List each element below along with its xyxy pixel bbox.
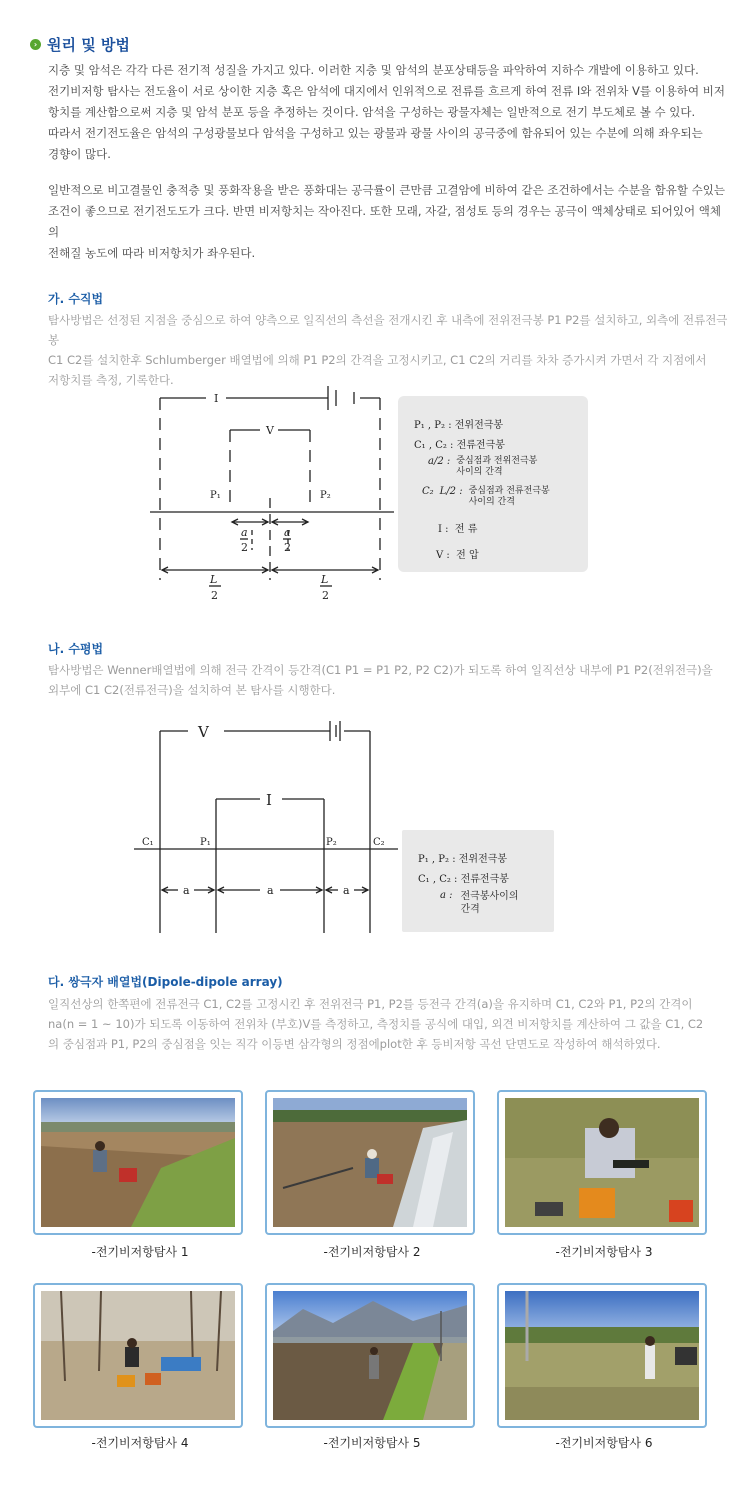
photo-caption-3: -전기비저항탐사 3 xyxy=(555,1245,653,1259)
survey-photo-1-image xyxy=(41,1098,235,1227)
diagram2-a-right: a xyxy=(343,884,350,897)
photo-caption-4: -전기비저항탐사 4 xyxy=(91,1436,189,1450)
photo-survey-2 xyxy=(265,1090,475,1235)
method-horizontal-title: 나. 수평법 xyxy=(48,642,104,656)
intro-paragraph-1: 지층 및 암석은 각각 다른 전기적 성질을 가지고 있다. 이러한 지층 및 암석의 분포상태등을 파악하여 지하수 개발에 이용하고 있다. 전기비저항 탐사는 전도율이 서로 상이한 지층 혹은 암석에 대지에서 인위적으로 전류를 흐르게 하여 전류 I와 전위차 V를 이용하여 비저 항치를 계산함으로써 지층 및 암석 분포 등을 추정하는 것이다. 암석을 구성하는 광물자체는 일반적으로 전기 부도체로 볼 수 있다. 따라서 전기전도율은 암석의 구성광물보다 암석을 구성하고 있는 광물과 광물 사이의 공극중에 함유되어 있는 수분에 의해 좌우되는 경향이 많다. xyxy=(48,63,725,161)
photo-survey-3 xyxy=(497,1090,707,1235)
photo-survey-1 xyxy=(33,1090,243,1235)
legend-row: C₁ , C₂ : 전류전극봉 xyxy=(418,874,509,885)
legend-row: C₂ L/2 : 중심점과 전류전극봉 사이의 간격 xyxy=(422,486,550,507)
diagram1-two-L-left: 2 xyxy=(211,589,218,602)
legend-row: V : 전 압 xyxy=(436,550,479,561)
survey-photo-4-image xyxy=(41,1291,235,1420)
legend-row: P₁ , P₂ : 전위전극봉 xyxy=(414,420,504,431)
diagram1-a-right: a xyxy=(284,526,291,539)
method-vertical-title: 가. 수직법 xyxy=(48,292,104,306)
photo-survey-4 xyxy=(33,1283,243,1428)
diagram1-a-left: a xyxy=(241,526,248,539)
method-vertical-desc: 탐사방법은 선정된 지점을 중심으로 하여 양측으로 일직선의 측선을 전개시킨 후 내측에 전위전극봉 P1 P2를 설치하고, 외측에 전류전극봉 C1 C2를 설치한후 Schlumberger 배열법에 의해 P1 P2의 간격을 고정시키고, C1 C2의 거리를 차차 증가시켜 가면서 각 지점에서 저항치를 측정, 기록한다. xyxy=(48,313,728,387)
legend-row: a : 전극봉사이의 간격 xyxy=(440,890,519,915)
survey-photo-5-image xyxy=(273,1291,467,1420)
diagram1-L-left: L xyxy=(210,573,218,586)
diagram1-two-a-right: 2 xyxy=(284,541,291,554)
wenner-diagram xyxy=(130,715,400,935)
photo-caption-6: -전기비저항탐사 6 xyxy=(555,1436,653,1450)
legend-row: P₁ , P₂ : 전위전극봉 xyxy=(418,854,508,865)
photo-survey-5 xyxy=(265,1283,475,1428)
diagram1-two-L-right: 2 xyxy=(322,589,329,602)
survey-photo-3-image xyxy=(505,1098,699,1227)
legend-row: a/2 : 중심점과 전위전극봉 사이의 간격 xyxy=(428,456,538,477)
survey-photo-2-image xyxy=(273,1098,467,1227)
diagram2-P1-label: P₁ xyxy=(200,837,211,848)
diagram1-legend xyxy=(398,396,588,572)
diagram2-V-label: V xyxy=(198,723,209,741)
diagram2-C2-label: C₂ xyxy=(373,837,385,848)
photo-caption-5: -전기비저항탐사 5 xyxy=(323,1436,421,1450)
method-dipole-desc: 일직선상의 한쪽편에 전류전극 C1, C2를 고정시킨 후 전위전극 P1, P2를 등전극 간격(a)을 유지하며 C1, C2와 P1, P2의 간격이 na(n = 1 ~ 10)가 되도록 이동하여 전위차 (부호)V를 측정하고, 측정치를 공식에 대입, 외견 비저항치를 계산하여 그 값을 C1, C2 의 중심점과 P1, P2의 중심점을 잇는 직각 이등변 삼각형의 정점에plot한 후 등비저항 곡선 단면도로 작성하여 해석하였다. xyxy=(48,997,704,1051)
photo-survey-6 xyxy=(497,1283,707,1428)
section-title xyxy=(30,34,130,55)
photo-caption-2: -전기비저항탐사 2 xyxy=(323,1245,421,1259)
diagram2-a-left: a xyxy=(183,884,190,897)
diagram1-L-right: L xyxy=(321,573,329,586)
diagram2-legend xyxy=(402,830,554,932)
diagram2-P2-label: P₂ xyxy=(326,837,337,848)
method-dipole-title: 다. 쌍극자 배열법(Dipole-dipole array) xyxy=(48,975,283,989)
intro-paragraph-2: 일반적으로 비고결물인 충적층 및 풍화작용을 받은 풍화대는 공극률이 큰만큼 고결암에 비하여 같은 조건하에서는 수분을 함유할 수있는 조건이 좋으므로 전기전도도가 크다. 반면 비저항치는 작아진다. 또한 모래, 자갈, 점성토 등의 경우는 공극이 액체상태로 되어있어 액체의 전해질 농도에 따라 비저항치가 좌우된다. xyxy=(48,183,725,260)
diagram1-P2-label: P₂ xyxy=(320,490,331,501)
arrow-bullet-icon: › xyxy=(30,39,41,50)
photo-caption-1: -전기비저항탐사 1 xyxy=(91,1245,189,1259)
diagram1-two-a-left: 2 xyxy=(241,541,248,554)
legend-row: I : 전 류 xyxy=(438,524,478,535)
legend-row: C₁ , C₂ : 전류전극봉 xyxy=(414,440,505,451)
schlumberger-diagram xyxy=(148,380,398,605)
survey-photo-6-image xyxy=(505,1291,699,1420)
section-title-text: 원리 및 방법 xyxy=(47,36,130,54)
method-horizontal-desc: 탐사방법은 Wenner배열법에 의해 전극 간격이 등간격(C1 P1 = P1 P2, P2 C2)가 되도록 하여 일직선상 내부에 P1 P2(전위전극)을 외부에 C1 C2(전류전극)을 설치하여 본 탐사를 시행한다. xyxy=(48,663,713,697)
diagram2-C1-label: C₁ xyxy=(142,837,154,848)
diagram2-a-middle: a xyxy=(267,884,274,897)
diagram1-V-label: V xyxy=(266,424,274,437)
diagram1-P1-label: P₁ xyxy=(210,490,221,501)
diagram2-I-label: I xyxy=(266,791,272,809)
diagram1-I-label: I xyxy=(214,392,219,405)
